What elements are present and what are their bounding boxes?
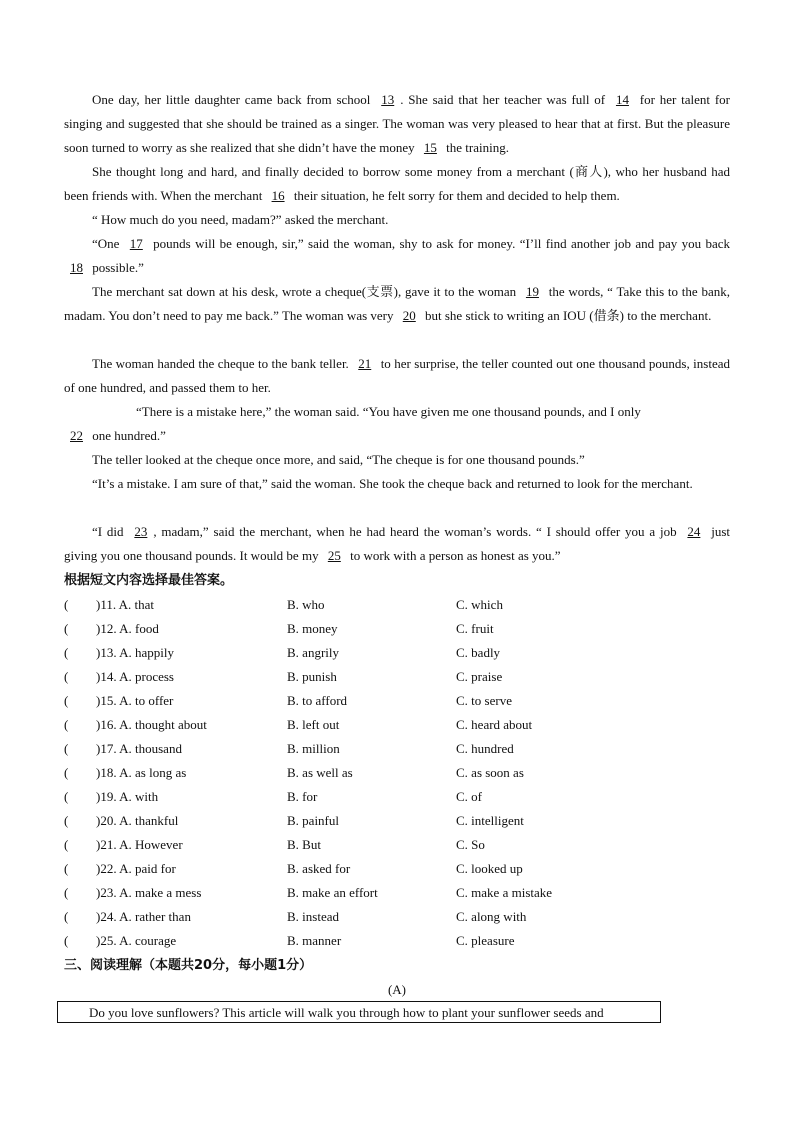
text: the words, “ Take this to the bank, madam. You don’t need to pay me back.” The woman was very — [64, 284, 730, 323]
paragraph-6 — [64, 352, 730, 400]
instruction-heading: 根据短文内容选择最佳答案。 — [64, 573, 234, 588]
paragraph-7 — [64, 400, 730, 448]
option-b: B. million — [287, 741, 340, 756]
text: to work with a person as honest as you.” — [346, 548, 561, 563]
answer-paren: ( — [64, 645, 69, 660]
answer-paren: ( — [64, 909, 69, 924]
option-row — [64, 617, 730, 641]
option-row — [64, 761, 730, 785]
option-a: )12. A. food — [96, 621, 159, 636]
option-row — [64, 785, 730, 809]
paragraph-8 — [64, 448, 730, 472]
text: , madam,” said the merchant, when he had heard the woman’s words. “ I should offer you a job — [153, 524, 682, 539]
answer-paren: ( — [64, 741, 69, 756]
answer-paren: ( — [64, 717, 69, 732]
answer-paren: ( — [64, 693, 69, 708]
option-c: C. which — [456, 597, 503, 612]
option-c: C. intelligent — [456, 813, 524, 828]
text: The teller looked at the cheque once more, and said, “The cheque is for one thousand pounds.” — [92, 452, 585, 467]
blank-14: 14 — [615, 92, 629, 107]
option-row — [64, 905, 730, 929]
text: “ How much do you need, madam?” asked the merchant. — [92, 212, 389, 227]
option-b: B. punish — [287, 669, 337, 684]
text: but she stick to writing an IOU (借条) to the merchant. — [421, 308, 712, 323]
option-c: C. hundred — [456, 741, 514, 756]
text: for her talent for singing and suggested that she should be trained as a singer. The woman was very pleased to hear that at first. But the pleasure soon turned to worry as she realized that she didn’t have the money — [64, 92, 730, 155]
option-c: C. fruit — [456, 621, 494, 636]
blank-20: 20 — [402, 308, 416, 323]
blank-18: 18 — [70, 260, 83, 275]
option-c: C. to serve — [456, 693, 512, 708]
text: possible.” — [89, 260, 144, 275]
option-b: B. left out — [287, 717, 340, 732]
paragraph-1 — [64, 88, 730, 160]
paragraph-5 — [64, 280, 730, 328]
option-c: C. make a mistake — [456, 885, 553, 900]
option-a: )18. A. as long as — [96, 765, 187, 780]
blank-25: 25 — [327, 548, 341, 563]
text: the training. — [442, 140, 509, 155]
option-b: B. manner — [287, 933, 342, 948]
option-b: B. asked for — [287, 861, 351, 876]
blank-17: 17 — [129, 236, 143, 251]
option-a: )16. A. thought about — [96, 717, 207, 732]
option-c: C. praise — [456, 669, 503, 684]
answer-paren: ( — [64, 669, 69, 684]
answer-paren: ( — [64, 621, 69, 636]
option-a: )25. A. courage — [96, 933, 177, 948]
answer-paren: ( — [64, 597, 69, 612]
answer-paren: ( — [64, 885, 69, 900]
answer-paren: ( — [64, 813, 69, 828]
option-a: )15. A. to offer — [96, 693, 174, 708]
blank-16: 16 — [271, 188, 285, 203]
option-a: )20. A. thankful — [96, 813, 179, 828]
option-a: )24. A. rather than — [96, 909, 191, 924]
option-row — [64, 593, 730, 617]
option-a: )17. A. thousand — [96, 741, 182, 756]
option-b: B. as well as — [287, 765, 353, 780]
answer-paren: ( — [64, 765, 69, 780]
paragraph-3 — [64, 208, 730, 232]
option-row — [64, 881, 730, 905]
option-row — [64, 833, 730, 857]
option-row — [64, 689, 730, 713]
text: The merchant sat down at his desk, wrote a cheque(支票), gave it to the woman — [92, 284, 520, 299]
answer-paren: ( — [64, 933, 69, 948]
text: their situation, he felt sorry for them and decided to help them. — [290, 188, 620, 203]
option-c: C. as soon as — [456, 765, 524, 780]
option-b: B. angrily — [287, 645, 339, 660]
option-c: C. along with — [456, 909, 527, 924]
blank-23: 23 — [134, 524, 148, 539]
answer-paren: ( — [64, 789, 69, 804]
option-row — [64, 665, 730, 689]
section-3-title: 三、阅读理解（本题共20分，每小题1分） — [64, 958, 313, 973]
paragraph-2 — [64, 160, 730, 208]
text: The woman handed the cheque to the bank teller. — [92, 356, 353, 371]
option-row — [64, 737, 730, 761]
blank-22: 22 — [70, 428, 83, 443]
option-b: B. to afford — [287, 693, 348, 708]
blank-13: 13 — [381, 92, 395, 107]
blank-24: 24 — [687, 524, 701, 539]
option-a: )14. A. process — [96, 669, 174, 684]
text: just giving you one thousand pounds. It would be my — [64, 524, 730, 563]
option-a: )22. A. paid for — [96, 861, 176, 876]
text: one hundred.” — [89, 428, 166, 443]
option-c: C. badly — [456, 645, 501, 660]
text: . She said that her teacher was full of — [400, 92, 610, 107]
answer-paren: ( — [64, 861, 69, 876]
option-b: B. who — [287, 597, 325, 612]
option-row — [64, 929, 730, 953]
text: to her surprise, the teller counted out one thousand pounds, instead of one hundred, and passed them to her. — [64, 356, 730, 395]
option-a: )19. A. with — [96, 789, 159, 804]
paragraph-10 — [64, 520, 730, 568]
option-row — [64, 641, 730, 665]
option-row — [64, 809, 730, 833]
passage-a-box — [57, 1001, 661, 1023]
text: “It’s a mistake. I am sure of that,” said the woman. She took the cheque back and returned to look for the merchant. — [92, 476, 693, 491]
option-row — [64, 857, 730, 881]
option-a: )23. A. make a mess — [96, 885, 202, 900]
option-a: )21. A. However — [96, 837, 183, 852]
option-row — [64, 713, 730, 737]
option-c: C. So — [456, 837, 485, 852]
option-b: B. instead — [287, 909, 339, 924]
option-c: C. looked up — [456, 861, 523, 876]
option-b: B. painful — [287, 813, 339, 828]
option-b: B. But — [287, 837, 321, 852]
paragraph-4 — [64, 232, 730, 280]
paragraph-9 — [64, 472, 730, 496]
option-c: C. heard about — [456, 717, 533, 732]
option-b: B. money — [287, 621, 338, 636]
passage-a-text: Do you love sunflowers? This article will walk you through how to plant your sunflower seeds and — [89, 1005, 604, 1020]
option-c: C. pleasure — [456, 933, 515, 948]
text: One day, her little daughter came back from school — [92, 92, 376, 107]
option-c: C. of — [456, 789, 482, 804]
answer-paren: ( — [64, 837, 69, 852]
option-b: B. make an effort — [287, 885, 378, 900]
text: “I did — [92, 524, 129, 539]
option-a: )13. A. happily — [96, 645, 174, 660]
blank-19: 19 — [525, 284, 539, 299]
passage-a-label: (A) — [387, 982, 407, 997]
blank-15: 15 — [423, 140, 437, 155]
blank-21: 21 — [358, 356, 372, 371]
option-a: )11. A. that — [96, 597, 155, 612]
text: She thought long and hard, and finally decided to borrow some money from a merchant (商人), who her husband had been friends with. When the merchant — [64, 164, 730, 203]
text: “One — [92, 236, 124, 251]
option-b: B. for — [287, 789, 318, 804]
text: “There is a mistake here,” the woman said. “You have given me one thousand pounds, and I only — [136, 404, 641, 419]
text: pounds will be enough, sir,” said the woman, shy to ask for money. “I’ll find another job and pay you back — [148, 236, 730, 251]
